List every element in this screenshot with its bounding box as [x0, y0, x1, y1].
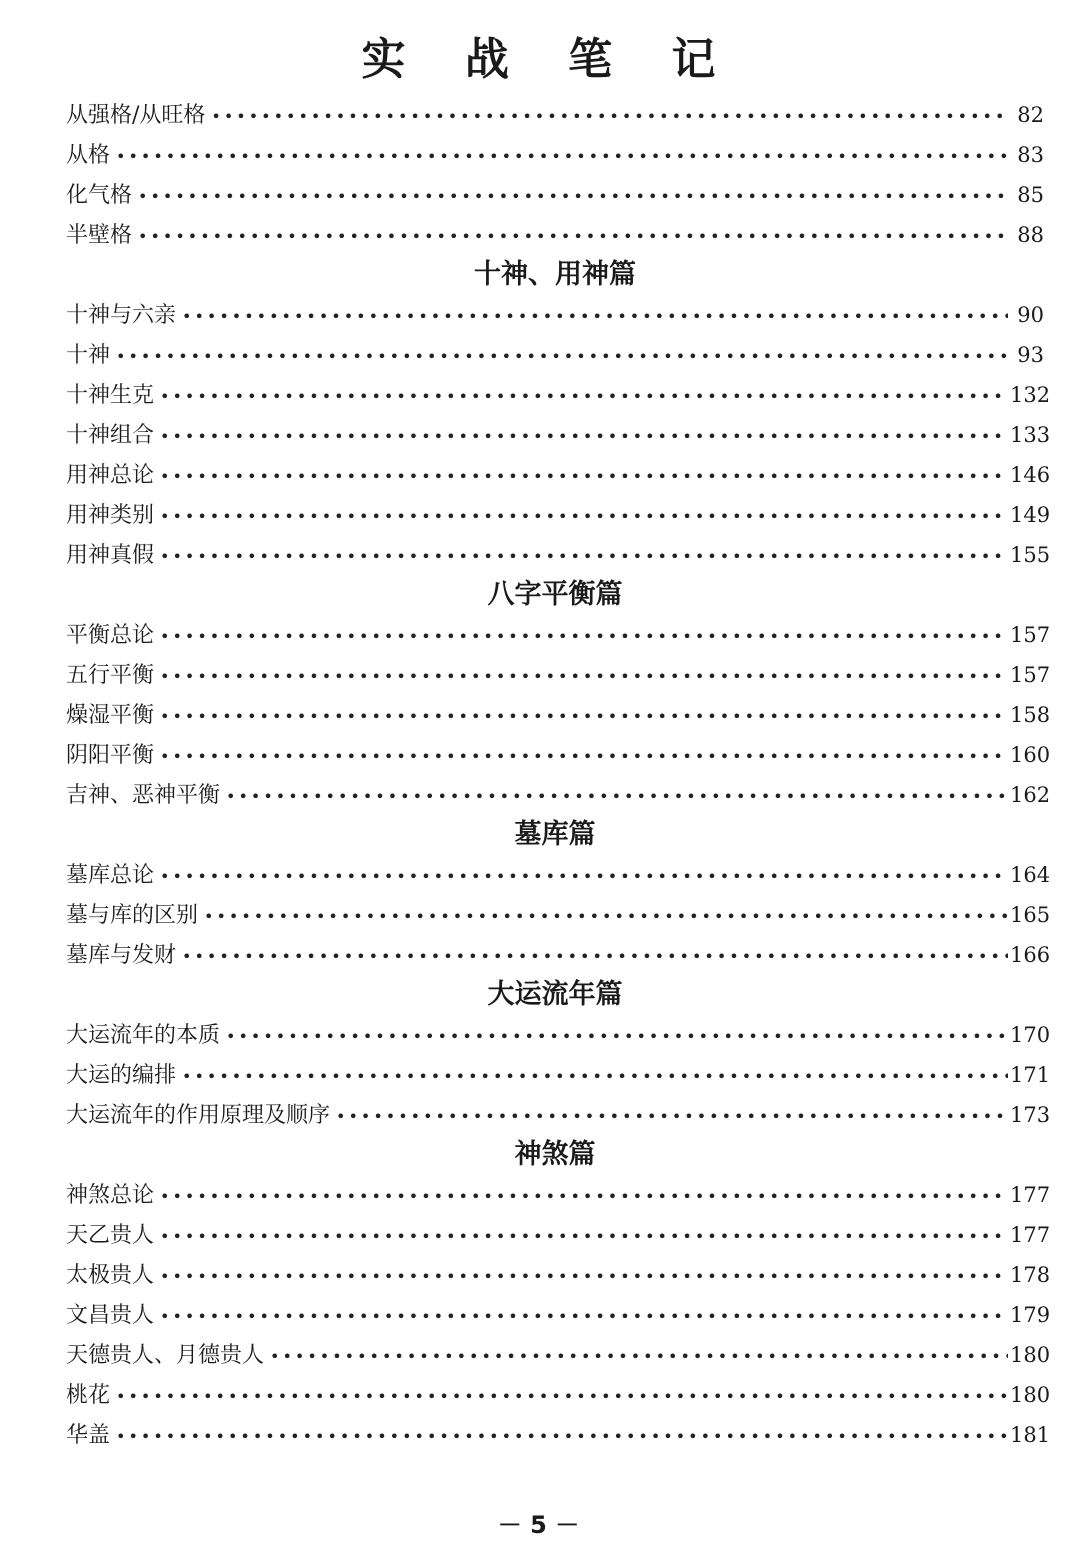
toc-entry[interactable] [66, 175, 1044, 215]
toc-entry-label: 大运流年的作用原理及顺序 [66, 1103, 331, 1128]
toc-entry-page-number: 158 [1010, 703, 1051, 727]
dot-leader [160, 1257, 1008, 1297]
dot-leader [160, 537, 1008, 577]
dot-leader [336, 1097, 1008, 1137]
toc-entry-page-number: 155 [1010, 543, 1051, 567]
toc-entry[interactable] [66, 1335, 1051, 1375]
dot-leader [226, 777, 1008, 817]
toc-entry-label: 十神 [66, 343, 111, 368]
toc-entry-label: 从格 [66, 143, 111, 168]
toc-entry-page-number: 85 [1017, 183, 1044, 207]
toc-entry-page-number: 93 [1017, 343, 1044, 367]
toc-entry[interactable] [66, 1015, 1051, 1055]
dot-leader [160, 457, 1008, 497]
toc-entry-page-number: 180 [1010, 1383, 1051, 1407]
toc-entry-page-number: 170 [1010, 1023, 1051, 1047]
toc-entry-page-number: 165 [1010, 903, 1051, 927]
toc-entry[interactable] [66, 215, 1044, 255]
toc-entry-label: 从强格/从旺格 [66, 103, 206, 128]
toc-entry[interactable] [66, 855, 1051, 895]
toc-entry-label: 墓与库的区别 [66, 903, 199, 928]
toc-entry[interactable] [66, 695, 1051, 735]
toc-entry-page-number: 160 [1010, 743, 1051, 767]
toc-entry-label: 十神生克 [66, 383, 155, 408]
dot-leader [116, 1377, 1008, 1417]
toc-entry[interactable] [66, 1375, 1051, 1415]
page-title: 实 战 笔 记 [361, 34, 738, 85]
toc-entry-page-number: 177 [1010, 1183, 1051, 1207]
dot-leader [182, 1057, 1008, 1097]
toc-entry-label: 半壁格 [66, 223, 133, 248]
toc-entry-label: 阴阳平衡 [66, 743, 155, 768]
toc-entry-label: 平衡总论 [66, 623, 155, 648]
toc-entry-page-number: 173 [1010, 1103, 1051, 1127]
toc-entry-page-number: 90 [1017, 303, 1044, 327]
toc-entry-label: 墓库总论 [66, 863, 155, 888]
toc-entry[interactable] [66, 1295, 1051, 1335]
toc-entry-label: 五行平衡 [66, 663, 155, 688]
dot-leader [160, 697, 1008, 737]
toc-entry[interactable] [66, 495, 1051, 535]
toc-entry-page-number: 180 [1010, 1343, 1051, 1367]
toc-entry-label: 天德贵人、月德贵人 [66, 1343, 265, 1368]
toc-entry[interactable] [66, 135, 1044, 175]
toc-entry[interactable] [66, 535, 1051, 575]
toc-entry[interactable] [66, 935, 1051, 975]
dot-leader [211, 97, 1008, 137]
toc-entry-label: 用神类别 [66, 503, 155, 528]
dot-leader [160, 617, 1008, 657]
toc-entry-page-number: 133 [1010, 423, 1051, 447]
toc-entry[interactable] [66, 95, 1044, 135]
section-heading: 墓库篇 [514, 819, 596, 850]
toc-entry-page-number: 149 [1010, 503, 1051, 527]
toc-entry-page-number: 146 [1010, 463, 1051, 487]
dot-leader [226, 1017, 1008, 1057]
toc-entry[interactable] [66, 735, 1051, 775]
toc-entry-page-number: 82 [1017, 103, 1044, 127]
page-number-footer: － 5 － [497, 1511, 580, 1539]
toc-entry-label: 大运流年的本质 [66, 1023, 221, 1048]
toc-entry-page-number: 88 [1017, 223, 1044, 247]
dot-leader [160, 417, 1008, 457]
toc-entry-label: 大运的编排 [66, 1063, 177, 1088]
toc-entry-page-number: 83 [1017, 143, 1044, 167]
section-heading: 十神、用神篇 [474, 259, 636, 290]
toc-entry[interactable] [66, 375, 1051, 415]
toc-entry[interactable] [66, 775, 1051, 815]
toc-entry[interactable] [66, 1175, 1051, 1215]
section-heading: 大运流年篇 [487, 979, 623, 1010]
toc-entry[interactable] [66, 1255, 1051, 1295]
toc-entry[interactable] [66, 1095, 1051, 1135]
toc-entry-label: 桃花 [66, 1383, 111, 1408]
toc-entry-page-number: 157 [1010, 623, 1051, 647]
toc-entry[interactable] [66, 415, 1051, 455]
dot-leader [138, 177, 1008, 217]
toc-entry-page-number: 162 [1010, 783, 1051, 807]
toc-entry-label: 十神组合 [66, 423, 155, 448]
toc-entry[interactable] [66, 455, 1051, 495]
toc-entry-label: 十神与六亲 [66, 303, 177, 328]
table-of-contents [66, 95, 1051, 1455]
dot-leader [160, 737, 1008, 777]
dot-leader [204, 897, 1008, 937]
toc-entry-label: 燥湿平衡 [66, 703, 155, 728]
toc-entry-page-number: 179 [1010, 1303, 1051, 1327]
toc-entry-label: 用神总论 [66, 463, 155, 488]
dot-leader [138, 217, 1008, 257]
toc-entry-page-number: 166 [1010, 943, 1051, 967]
toc-entry-label: 化气格 [66, 183, 133, 208]
toc-entry[interactable] [66, 655, 1051, 695]
toc-entry-page-number: 171 [1010, 1063, 1051, 1087]
toc-entry[interactable] [66, 1215, 1051, 1255]
toc-entry-label: 神煞总论 [66, 1183, 155, 1208]
toc-entry-label: 吉神、恶神平衡 [66, 783, 221, 808]
toc-entry-page-number: 178 [1010, 1263, 1051, 1287]
dot-leader [160, 657, 1008, 697]
dot-leader [160, 857, 1008, 897]
dot-leader [116, 337, 1008, 377]
section-heading: 神煞篇 [514, 1139, 596, 1170]
dot-leader [160, 1217, 1008, 1257]
toc-entry[interactable] [66, 615, 1051, 655]
dot-leader [160, 1177, 1008, 1217]
dot-leader [182, 297, 1008, 337]
toc-entry-label: 文昌贵人 [66, 1303, 155, 1328]
toc-entry-page-number: 157 [1010, 663, 1051, 687]
dot-leader [182, 937, 1008, 977]
toc-entry-label: 用神真假 [66, 543, 155, 568]
dot-leader [160, 497, 1008, 537]
dot-leader [160, 377, 1008, 417]
toc-entry-label: 墓库与发财 [66, 943, 177, 968]
toc-entry-label: 太极贵人 [66, 1263, 155, 1288]
toc-entry-page-number: 164 [1010, 863, 1051, 887]
toc-entry[interactable] [66, 1055, 1051, 1095]
dot-leader [270, 1337, 1008, 1377]
toc-entry-page-number: 132 [1010, 383, 1051, 407]
dot-leader [116, 1417, 1008, 1457]
toc-entry[interactable] [66, 295, 1044, 335]
section-heading: 八字平衡篇 [487, 579, 623, 610]
dot-leader [160, 1297, 1008, 1337]
toc-entry-label: 天乙贵人 [66, 1223, 155, 1248]
toc-entry[interactable] [66, 895, 1051, 935]
dot-leader [116, 137, 1008, 177]
toc-entry-page-number: 177 [1010, 1223, 1051, 1247]
toc-entry-page-number: 181 [1010, 1423, 1051, 1447]
toc-entry-label: 华盖 [66, 1423, 111, 1448]
toc-entry[interactable] [66, 335, 1044, 375]
toc-entry[interactable] [66, 1415, 1051, 1455]
